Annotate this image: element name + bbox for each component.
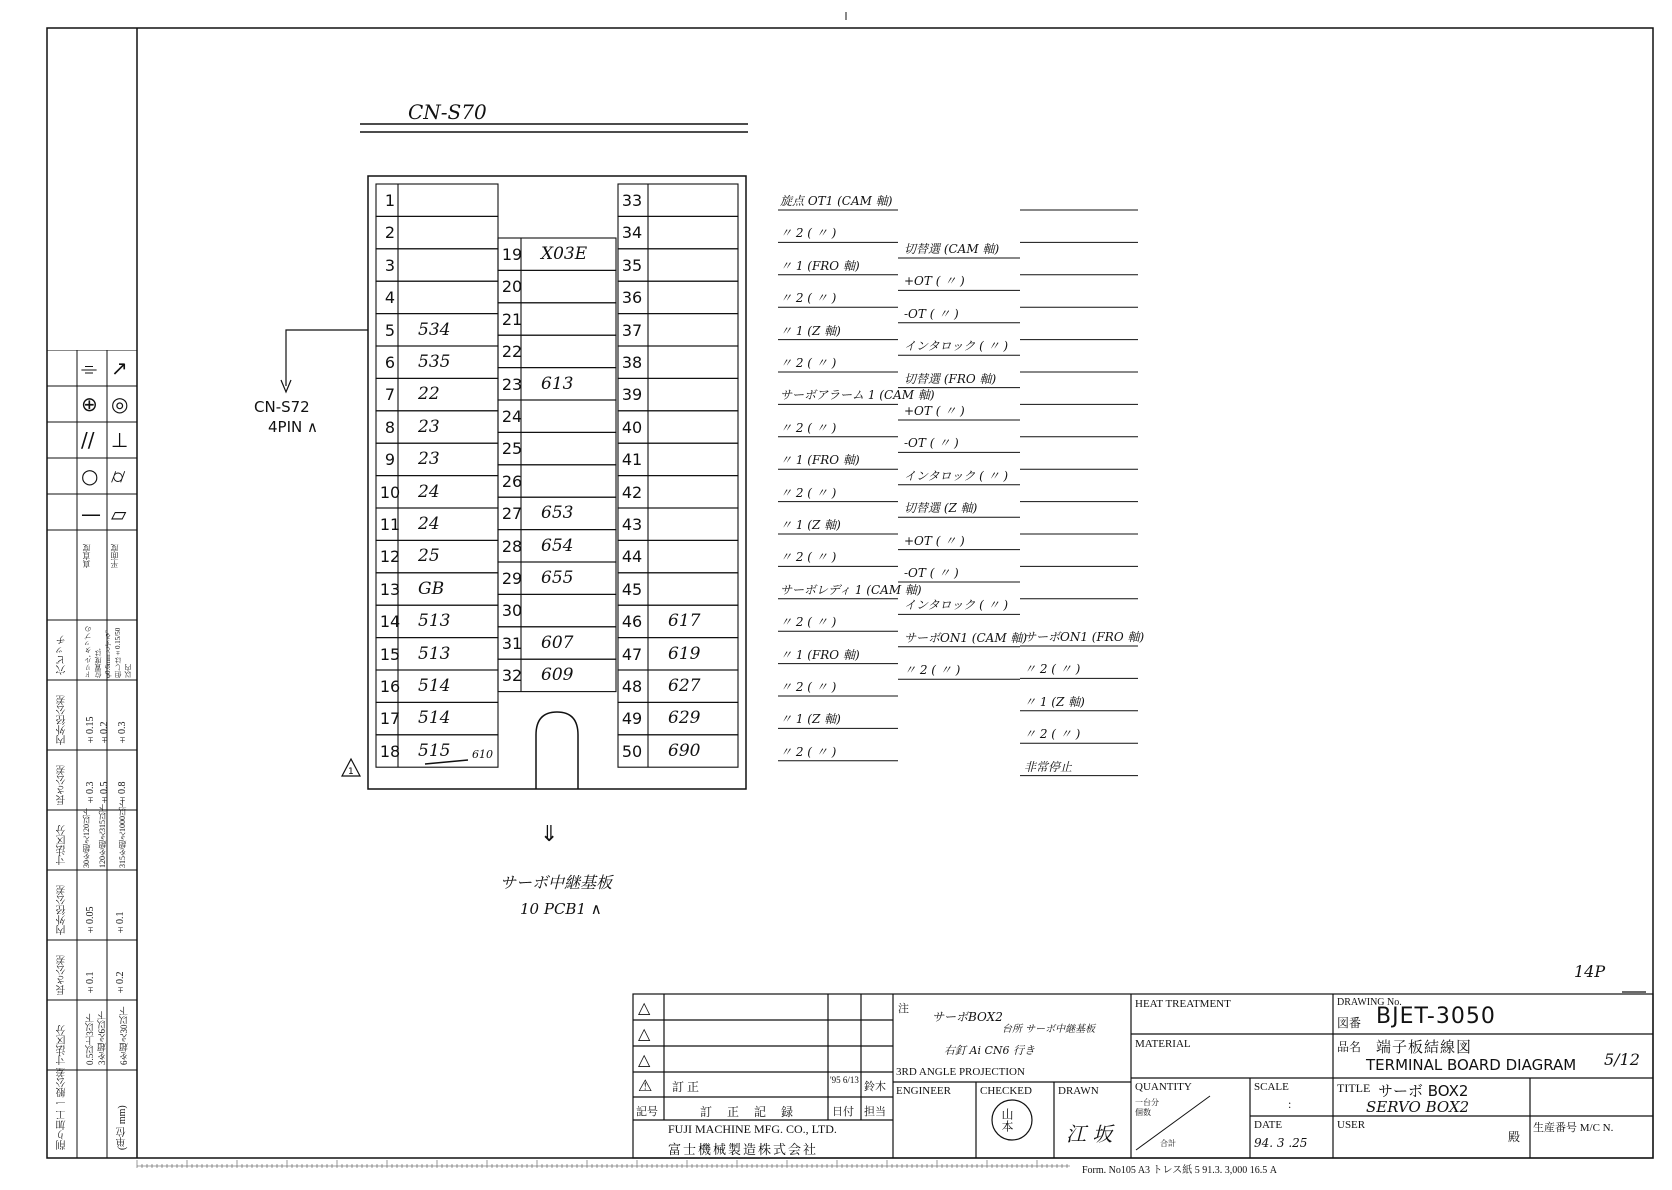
pin-number: 21 [501,309,523,329]
signal-label: 〃 2 ( 〃 ) [1024,727,1081,742]
pin-number: 2 [384,223,396,243]
note-line2: 台所 サーボ中継基板 [1002,1024,1096,1035]
projection-label: 3RD ANGLE PROJECTION [896,1066,1025,1078]
signal-label: 〃 1 (Z 軸) [780,712,841,727]
pin-number: 26 [501,471,523,491]
pin-signal-number: 617 [668,611,701,632]
date-value: 94. 3 .25 [1254,1136,1308,1150]
engineer-label: ENGINEER [896,1085,951,1097]
symmetry-symbol: ⌯ [81,356,97,380]
signal-label: サーボアラーム 1 (CAM 軸) [780,388,935,403]
pin-number: 38 [621,353,643,372]
pin18-correction: 610 [472,748,493,761]
pin-number: 33 [621,191,643,210]
name-value-jp: 端子板結線図 [1376,1040,1473,1056]
pin-number: 4 [384,288,396,308]
drawing-no-label: DRAWING No. [1337,997,1402,1008]
pin-signal-number: GB [418,578,445,599]
strip-label-straightness: 真直度 [82,544,91,568]
svg-text:1: 1 [348,767,354,777]
pin-signal-number: 24 [418,514,440,534]
pin-signal-number: 23 [418,449,440,470]
pin-signal-number: 654 [541,535,574,556]
signal-label: -OT ( 〃 ) [904,306,959,321]
pin-number: 24 [501,407,523,426]
scale-value: : [1288,1097,1292,1111]
pin-number: 7 [384,385,396,405]
signal-label: 〃 1 (Z 軸) [780,518,841,532]
signal-label: サーボON1 (FRO 軸) [1024,630,1145,644]
checked-label: CHECKED [980,1085,1032,1097]
relay-board-pcb: 10 PCB1 ∧ [520,900,602,918]
name-jp-label: 品名 [1337,1040,1362,1054]
signal-label: サーボON1 (CAM 軸) [904,630,1028,645]
signal-label: +OT ( 〃 ) [904,533,965,548]
pin-number: 42 [621,482,643,502]
pin-number: 41 [621,450,643,470]
title-value-jp: サーボ BOX2 [1378,1082,1469,1100]
rev-header-text: 訂 正 記 録 [700,1105,800,1119]
pin-number: 20 [501,277,523,297]
pin-signal-number: 514 [418,676,451,696]
date-label: DATE [1254,1119,1283,1131]
roundness-symbol: ○ [81,464,99,488]
strip-label-general: 削り加工 一般公差 [57,1067,68,1150]
signal-label: 〃 2 ( 〃 ) [780,550,837,565]
pin-signal-number: 653 [541,503,574,524]
heat-treatment-label: HEAT TREATMENT [1135,998,1231,1010]
strip-len2-c: ±0.8 [117,781,128,805]
pin-signal-number: 22 [418,384,440,405]
pin-number: 1 [384,191,396,210]
pin-number: 40 [621,417,643,437]
pin-number: 9 [384,450,396,470]
strip-dim-a: 0.5以上3以下 [85,1013,95,1065]
pin-number: 49 [621,709,643,729]
runout-symbol: ↗ [111,356,128,380]
pin-signal-number: 535 [418,352,451,372]
signal-label: 〃 2 ( 〃 ) [1024,662,1081,677]
pin-signal-number: 513 [418,643,451,664]
signal-label: 〃 1 (Z 軸) [1024,694,1085,709]
pin-number: 46 [621,612,643,632]
strip-dim2-a: 30を超え120以下 [82,808,91,868]
title-value-en: SERVO BOX2 [1366,1098,1470,1116]
pin-number: 34 [621,223,643,243]
material-label: MATERIAL [1135,1038,1191,1050]
rev-header-sym: 記号 [636,1106,658,1118]
note-label: 注 [898,1003,909,1015]
drawn-name: 江 坂 [1066,1122,1113,1146]
quantity-label: QUANTITY [1135,1081,1192,1093]
cn-s72-label: CN-S72 [254,398,310,416]
pin-number: 5 [384,320,396,340]
revision-symbol: △ [638,1000,651,1017]
strip-label-flatness: 平面度 [110,544,119,568]
strip-len1-a: ±0.1 [85,971,96,995]
quantity-sub2: 個数 [1135,1108,1151,1117]
signal-label: 〃 1 (FRO 軸) [780,453,860,468]
page-mark: 14P [1574,962,1606,981]
pin-signal-number: 23 [418,416,440,437]
strip-dim-c: 6を超え30以下 [119,1006,129,1065]
pin-signal-number: 534 [418,319,451,340]
strip-dia2-a: ±0.15 [85,716,96,745]
drawing-no-jp: 図番 [1337,1016,1362,1030]
strip-label-dia2: 内外径公差 [57,695,68,745]
user-label: USER [1337,1119,1366,1131]
mc-number-label: 生産番号 M/C N. [1533,1122,1614,1134]
signal-label: 〃 1 (FRO 軸) [780,258,860,273]
signal-label: -OT ( 〃 ) [904,566,959,580]
signal-label: -OT ( 〃 ) [904,436,959,451]
cn-s72-pin-label: 4PIN ∧ [268,418,318,436]
pin-number: 18 [379,741,401,761]
revision-by: 鈴木 [864,1081,886,1093]
title-label: TITLE [1337,1081,1371,1095]
pin-number: 39 [621,385,643,405]
pin-signal-number: 25 [418,546,440,567]
pin-number: 32 [501,666,523,686]
signal-label: 〃 2 ( 〃 ) [780,744,837,759]
strip-label-len1: 長さ公差 [57,955,68,995]
pin-number: 27 [501,504,523,524]
pin-number: 6 [384,353,396,372]
signal-label: 〃 2 ( 〃 ) [780,615,837,630]
rev-header-date: 日付 [832,1106,854,1118]
signal-label: 〃 2 ( 〃 ) [780,291,837,306]
company-name-jp: 富士機械製造株式会社 [668,1142,819,1157]
strip-len1-b: ±0.2 [115,971,126,995]
checked-stamp: 山本 [1000,1108,1014,1132]
pin-number: 13 [379,579,401,599]
strip-dia2-b: ±0.2 [99,721,110,745]
pin-signal-number: 609 [541,665,574,686]
signal-label: 〃 2 ( 〃 ) [780,485,837,500]
strip-label-dim1: 寸法区分 [57,1025,68,1065]
pin-number: 25 [501,439,523,459]
pin-signal-number: 24 [418,481,440,502]
signal-label: 〃 2 ( 〃 ) [904,663,961,678]
pin-signal-number: 513 [418,611,451,632]
strip-label-unit: (単位 mm) [117,1105,128,1150]
pin-number: 37 [621,320,643,340]
pin-number: 3 [384,255,396,275]
footer-form-text: Form. No105 A3 トレス紙 5 91.3. 3,000 16.5 A [1082,1165,1277,1176]
strip-dim2-c: 315を超え1000以下 [118,800,127,868]
pin-signal-number: 514 [418,708,451,729]
pin-number: 15 [379,644,401,664]
company-name-en: FUJI MACHINE MFG. CO., LTD. [668,1122,837,1136]
pin-signal-number: 515 [418,740,451,761]
pin-number: 14 [379,612,401,632]
pin-number: 48 [621,677,643,696]
pin-number: 47 [621,644,643,664]
strip-label-hole-pitch: 穴ピッチ [57,635,68,675]
pin-number: 19 [501,245,523,264]
pin-number: 36 [621,288,643,308]
pin-signal-number: 619 [668,643,701,664]
note-line1: サーボBOX2 [932,1010,1003,1024]
rev-header-by: 担当 [864,1106,886,1118]
relay-board-label: サーボ中継基板 [500,873,613,892]
down-arrow: ⇓ [540,822,559,847]
signal-label: インタロック ( 〃 ) [904,468,1009,483]
pin-number: 23 [501,374,523,394]
strip-label-dia1: 内外径公差 [57,885,68,935]
signal-label: 切替選 (FRO 軸) [904,371,997,386]
pin-number: 12 [379,547,401,567]
pin-signal-number: 607 [541,632,574,653]
pin-number: 16 [379,677,401,696]
drawing-number: BJET-3050 [1376,1004,1496,1029]
signal-label: +OT ( 〃 ) [904,404,965,418]
signal-label: 〃 2 ( 〃 ) [780,420,837,435]
pin-signal-number: 627 [668,676,701,696]
pin-number: 17 [379,709,401,729]
pin-signal-number: X03E [541,244,588,264]
revision-symbol: ⚠ [638,1078,653,1095]
signal-label: 切替選 (Z 軸) [904,501,978,516]
revision-date: '95 6/13 [830,1075,859,1085]
quantity-sub1: 一台分 [1135,1098,1159,1107]
pin-number: 31 [501,633,523,653]
strip-len2-b: ±0.5 [99,781,110,805]
strip-dim-b: 3を超え6以下 [97,1011,107,1065]
parallelogram-symbol: ▱ [111,502,127,526]
signal-label: 切替選 (CAM 軸) [904,242,1000,256]
signal-label: 旋点 OT1 (CAM 軸) [780,194,893,208]
pin-signal-number: 690 [668,740,701,761]
strip-label-dim2: 寸法区分 [57,825,68,865]
pin-signal-number: 629 [668,708,701,729]
pin-number: 22 [501,342,523,362]
perpendicularity-symbol: ⊥ [111,428,129,452]
strip-dia2-c: ±0.3 [117,721,128,745]
flatness-symbol: — [81,502,101,526]
parallelism-symbol: // [81,428,95,452]
pin-number: 28 [501,536,523,556]
pin-number: 45 [621,579,643,599]
signal-label: インタロック ( 〃 ) [904,339,1009,354]
user-suffix: 殿 [1508,1130,1521,1144]
strip-len2-a: ±0.3 [85,781,96,805]
pin-number: 50 [621,741,643,761]
quantity-sub3: 合計 [1160,1139,1176,1148]
note-line3: 右釘 Ai CN6 行き [944,1044,1035,1057]
drawn-label: DRAWN [1058,1085,1099,1097]
signal-label: サーボレディ 1 (CAM 軸) [780,582,922,597]
revision-symbol: △ [638,1026,651,1043]
pin-number: 43 [621,515,643,534]
pin-number: 29 [501,569,523,588]
strip-dia1-b: ±0.1 [115,911,126,935]
pin-number: 8 [384,417,396,437]
signal-label: 〃 2 ( 〃 ) [780,356,837,370]
signal-label: 〃 1 (FRO 軸) [780,647,860,662]
signal-label: 〃 2 ( 〃 ) [780,226,837,241]
pin-number: 11 [379,515,401,534]
strip-label-len2: 長さ公差 [57,765,68,805]
sheet-number: 5/12 [1604,1050,1640,1069]
name-value-en: TERMINAL BOARD DIAGRAM [1366,1056,1577,1074]
pin-signal-number: 613 [541,373,574,394]
pin-number: 10 [379,482,401,502]
revision-symbol: △ [638,1052,651,1069]
pin-number: 35 [621,255,643,275]
pin-number: 44 [621,547,643,567]
pin-signal-number: 655 [541,568,574,588]
strip-dia1-a: ±0.05 [85,906,96,935]
pin-number: 30 [501,601,523,621]
strip-dim2-b: 120を超え315以下 [98,804,107,868]
strip-hole-pitch-note: ドリル, タップの位置度は, φ0.6mmとする。但しは±0.15/50以内 [84,625,132,678]
signal-label: 〃 2 ( 〃 ) [780,680,837,694]
signal-label: インタロック ( 〃 ) [904,598,1009,613]
concentricity-symbol: ◎ [111,392,129,416]
signal-label: +OT ( 〃 ) [904,274,965,289]
revision-text: 訂 正 [672,1080,700,1094]
signal-label: 非常停止 [1024,759,1073,774]
position-symbol: ⊕ [81,392,98,416]
cylindricity-symbol: ⌭ [111,464,126,488]
scale-label: SCALE [1254,1081,1289,1093]
signal-label: 〃 1 (Z 軸) [780,323,841,338]
connector-title: CN-S70 [408,100,487,124]
